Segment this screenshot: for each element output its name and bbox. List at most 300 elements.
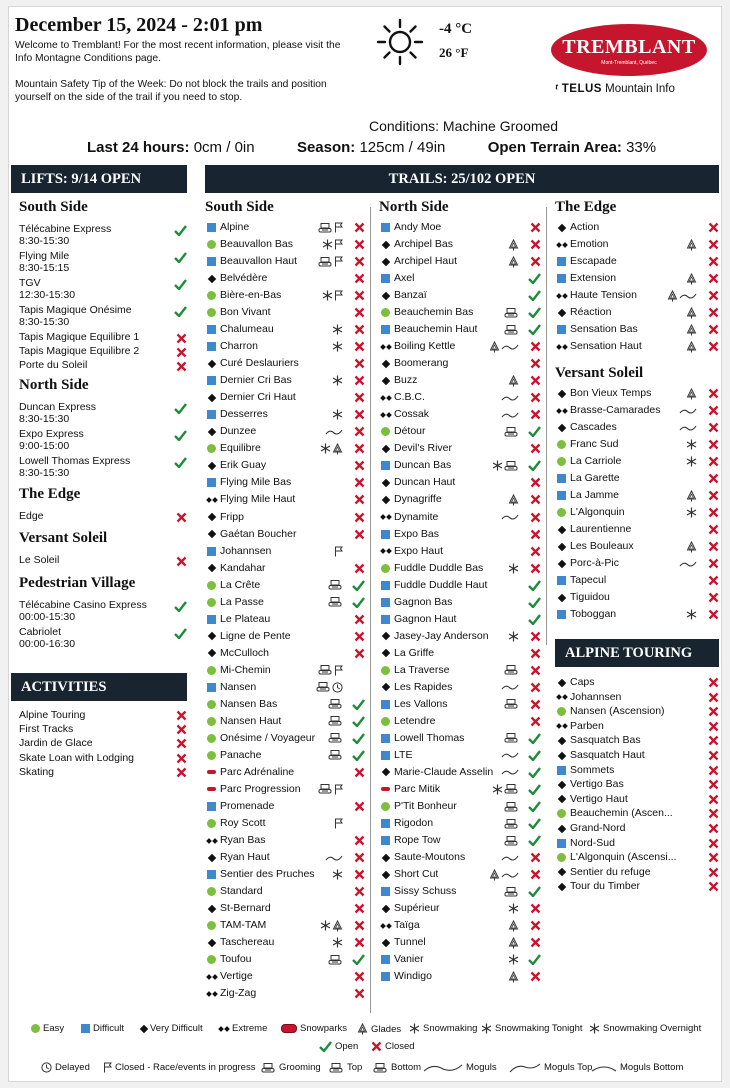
- trail-name: Zig-Zag: [220, 987, 257, 1000]
- legend-closed-race: [103, 1062, 255, 1073]
- trail-name: La Jamme: [570, 489, 620, 502]
- easy-icon: [205, 887, 218, 896]
- trail-row[interactable]: [379, 287, 541, 304]
- trail-row[interactable]: [205, 730, 365, 747]
- trail-row[interactable]: [379, 321, 541, 338]
- closed-x-icon: [699, 290, 719, 301]
- trail-name: Desserres: [220, 408, 268, 421]
- closed-x-icon: [345, 767, 365, 778]
- closed-x-icon: [345, 869, 365, 880]
- trail-row[interactable]: [555, 287, 719, 304]
- touring-name: Vertigo Haut: [570, 792, 628, 805]
- trail-row[interactable]: [205, 798, 365, 815]
- very-difficult-icon: [555, 796, 568, 802]
- lift-row[interactable]: [19, 345, 187, 359]
- very-difficult-icon: [379, 293, 392, 299]
- glades-icon: [508, 971, 519, 983]
- touring-row[interactable]: [555, 763, 719, 778]
- trail-row[interactable]: [379, 440, 541, 457]
- temperature-fahrenheit: 26 °F: [439, 45, 469, 60]
- closed-x-icon: [345, 903, 365, 914]
- trail-row[interactable]: [205, 917, 365, 934]
- touring-row[interactable]: [555, 704, 719, 719]
- closed-x-icon: [345, 239, 365, 250]
- trail-row[interactable]: [379, 270, 541, 287]
- trail-row[interactable]: [379, 491, 541, 508]
- trail-row[interactable]: [379, 747, 541, 764]
- trail-row[interactable]: [205, 934, 365, 951]
- section-north: North Side: [379, 199, 449, 215]
- trail-row[interactable]: [205, 611, 365, 628]
- tremblant-logo[interactable]: [551, 24, 707, 76]
- trail-row[interactable]: [205, 696, 365, 713]
- very-difficult-icon: [379, 855, 392, 861]
- trail-row[interactable]: [555, 453, 719, 470]
- trail-row[interactable]: [379, 662, 541, 679]
- trail-row[interactable]: [205, 594, 365, 611]
- trail-row[interactable]: [205, 423, 365, 440]
- trail-row[interactable]: [555, 236, 719, 253]
- logo-text: TREMBLANT: [562, 36, 696, 58]
- trail-row[interactable]: [379, 474, 541, 491]
- closed-x-icon: [345, 937, 365, 948]
- lift-name: Lowell Thomas Express: [19, 455, 131, 467]
- touring-name: Nord-Sud: [570, 836, 615, 849]
- snowmaking-icon: [686, 507, 697, 518]
- open-check-icon: [345, 699, 365, 710]
- trail-row[interactable]: [205, 900, 365, 917]
- closed-x-icon: [521, 648, 541, 659]
- trail-name: McCulloch: [220, 646, 270, 659]
- trail-name: Jasey-Jay Anderson: [394, 629, 489, 642]
- touring-row[interactable]: [555, 719, 719, 734]
- difficult-icon: [205, 802, 218, 811]
- trail-name: Expo Bas: [394, 527, 439, 540]
- trail-name: Les Rapides: [394, 680, 453, 693]
- activity-row[interactable]: [19, 709, 187, 723]
- trail-row[interactable]: [379, 832, 541, 849]
- touring-row[interactable]: [555, 792, 719, 807]
- trail-row[interactable]: [205, 526, 365, 543]
- trail-row[interactable]: [555, 321, 719, 338]
- trail-row[interactable]: [555, 253, 719, 270]
- snowmaking-overnight-icon: [589, 1023, 600, 1034]
- closed-x-icon: [345, 920, 365, 931]
- very-difficult-icon: [379, 446, 392, 452]
- trail-row[interactable]: [205, 321, 365, 338]
- trail-row[interactable]: [379, 577, 541, 594]
- touring-row[interactable]: [555, 675, 719, 690]
- trail-row[interactable]: [205, 270, 365, 287]
- trail-row[interactable]: [379, 917, 541, 934]
- very-difficult-icon: [379, 769, 392, 775]
- trail-row[interactable]: [379, 543, 541, 560]
- very-difficult-icon: [555, 225, 568, 231]
- closed-x-icon: [521, 392, 541, 403]
- trail-row[interactable]: [205, 645, 365, 662]
- telus-mountain-info: [555, 83, 675, 95]
- trail-row[interactable]: [379, 304, 541, 321]
- trail-row[interactable]: [379, 372, 541, 389]
- trail-row[interactable]: [379, 560, 541, 577]
- lift-row[interactable]: [19, 626, 187, 653]
- activity-row[interactable]: [19, 737, 187, 751]
- trail-name: TAM-TAM: [220, 919, 267, 932]
- moguls-icon: [501, 751, 519, 759]
- trail-row[interactable]: [205, 849, 365, 866]
- lift-name: Edge: [19, 510, 44, 522]
- trail-name: Laurentienne: [570, 523, 632, 536]
- touring-row[interactable]: [555, 821, 719, 836]
- closed-x-icon: [345, 563, 365, 574]
- open-check-icon: [174, 601, 187, 615]
- trail-name: Supérieur: [394, 902, 440, 915]
- lift-row[interactable]: [19, 510, 187, 524]
- closed-x-icon: [521, 852, 541, 863]
- trail-name: Haute Tension: [570, 289, 637, 302]
- trail-row[interactable]: [555, 419, 719, 436]
- grooming-icon: [318, 257, 333, 267]
- grooming-icon: [318, 665, 333, 675]
- touring-row[interactable]: [555, 777, 719, 792]
- open-check-icon: [345, 597, 365, 608]
- trail-row[interactable]: [555, 338, 719, 355]
- trail-row[interactable]: [205, 287, 365, 304]
- trail-row[interactable]: [379, 968, 541, 985]
- trail-row[interactable]: [205, 662, 365, 679]
- trail-row[interactable]: [379, 594, 541, 611]
- very-difficult-icon: [141, 1026, 147, 1032]
- very-difficult-icon: [555, 425, 568, 431]
- very-difficult-icon: [379, 480, 392, 486]
- trail-row[interactable]: [555, 589, 719, 606]
- trail-row[interactable]: [555, 555, 719, 572]
- trail-row[interactable]: [205, 457, 365, 474]
- trail-row[interactable]: [379, 798, 541, 815]
- touring-row[interactable]: [555, 850, 719, 865]
- trail-row[interactable]: [205, 577, 365, 594]
- legend-label: Bottom: [391, 1062, 422, 1073]
- trail-row[interactable]: [379, 423, 541, 440]
- telus-brand: TELUS: [561, 83, 602, 95]
- closed-x-icon: [699, 307, 719, 318]
- trail-row[interactable]: [379, 815, 541, 832]
- difficult-icon: [555, 274, 568, 283]
- very-difficult-icon: [205, 463, 218, 469]
- trail-row[interactable]: [379, 900, 541, 917]
- glades-icon: [332, 920, 343, 932]
- open-check-icon: [521, 460, 541, 471]
- touring-row[interactable]: [555, 690, 719, 705]
- trail-row[interactable]: [205, 560, 365, 577]
- trail-row[interactable]: [205, 338, 365, 355]
- touring-row[interactable]: [555, 836, 719, 851]
- lift-row[interactable]: [19, 599, 187, 626]
- trail-row[interactable]: [205, 509, 365, 526]
- trail-row[interactable]: [205, 968, 365, 985]
- trail-name: Beauchemin Bas: [394, 306, 474, 319]
- legend-label: Moguls: [466, 1062, 497, 1073]
- closed-x-icon: [699, 324, 719, 335]
- easy-icon: [205, 444, 218, 453]
- trail-row[interactable]: [555, 219, 719, 236]
- trail-name: Parc Progression: [220, 782, 301, 795]
- legend-label: Grooming: [279, 1062, 321, 1073]
- trail-row[interactable]: [555, 385, 719, 402]
- trail-name: Equilibre: [220, 442, 261, 455]
- snowmaking-icon: [322, 239, 333, 250]
- terrain-value: 33%: [626, 139, 657, 156]
- trail-row[interactable]: [205, 253, 365, 270]
- closed-x-icon: [699, 779, 719, 790]
- difficult-icon: [205, 342, 218, 351]
- trail-name: La Griffe: [394, 646, 435, 659]
- legend-label: Glades: [371, 1023, 402, 1035]
- trail-row[interactable]: [205, 543, 365, 560]
- closed-x-icon: [521, 869, 541, 880]
- trail-row[interactable]: [555, 270, 719, 287]
- trail-row[interactable]: [205, 781, 365, 798]
- trail-row[interactable]: [379, 526, 541, 543]
- lift-row[interactable]: [19, 304, 187, 331]
- trail-row[interactable]: [205, 406, 365, 423]
- trail-row[interactable]: [205, 372, 365, 389]
- touring-row[interactable]: [555, 879, 719, 894]
- trail-row[interactable]: [205, 389, 365, 406]
- extreme-icon: [555, 243, 568, 247]
- trail-row[interactable]: [379, 236, 541, 253]
- very-difficult-icon: [379, 940, 392, 946]
- trail-row[interactable]: [205, 219, 365, 236]
- trail-row[interactable]: [379, 849, 541, 866]
- trail-name: C.B.C.: [394, 391, 425, 404]
- closed-x-icon: [345, 426, 365, 437]
- closed-x-icon: [699, 575, 719, 586]
- lift-row[interactable]: [19, 359, 187, 373]
- trail-row[interactable]: [379, 866, 541, 883]
- trail-row[interactable]: [379, 696, 541, 713]
- grooming-icon: [316, 682, 331, 692]
- moguls-icon: [679, 424, 697, 432]
- trail-row[interactable]: [379, 781, 541, 798]
- trail-row[interactable]: [205, 440, 365, 457]
- activity-row[interactable]: [19, 723, 187, 737]
- touring-row[interactable]: [555, 733, 719, 748]
- trail-name: Fuddle Duddle Haut: [394, 578, 488, 591]
- trail-name: Toufou: [220, 953, 252, 966]
- lift-row[interactable]: [19, 455, 187, 482]
- trail-name: Dunzee: [220, 425, 257, 438]
- open-check-icon: [521, 307, 541, 318]
- telus-icon: ᵗ: [555, 83, 558, 95]
- welcome-text: Welcome to Tremblant! For the most recent information, please visit the Info Montagne Conditions page.: [15, 40, 341, 64]
- trail-row[interactable]: [379, 355, 541, 372]
- trail-row[interactable]: [379, 934, 541, 951]
- easy-icon: [555, 508, 568, 517]
- legend-grooming: [261, 1062, 321, 1073]
- trail-row[interactable]: [555, 572, 719, 589]
- grooming-icon: [504, 325, 519, 335]
- closed-x-icon: [345, 256, 365, 267]
- trail-name: Marie-Claude Asselin: [394, 765, 494, 778]
- last24-cm: 0cm: [193, 139, 223, 156]
- trail-row[interactable]: [205, 304, 365, 321]
- activity-row[interactable]: [19, 766, 187, 780]
- trail-row[interactable]: [379, 457, 541, 474]
- closed-x-icon: [521, 699, 541, 710]
- closed-x-icon: [699, 609, 719, 620]
- trail-row[interactable]: [205, 985, 365, 1002]
- very-difficult-icon: [205, 633, 218, 639]
- section-south: South Side: [205, 199, 274, 215]
- closed-x-icon: [345, 631, 365, 642]
- trail-row[interactable]: [379, 219, 541, 236]
- section-edge: The Edge: [555, 199, 617, 215]
- trail-row[interactable]: [379, 713, 541, 730]
- legend-label: Very Difficult: [150, 1023, 203, 1034]
- trail-row[interactable]: [205, 747, 365, 764]
- trail-row[interactable]: [205, 951, 365, 968]
- trail-row[interactable]: [379, 679, 541, 696]
- trail-row[interactable]: [205, 815, 365, 832]
- trail-name: Taschereau: [220, 936, 275, 949]
- trail-row[interactable]: [379, 730, 541, 747]
- lift-row[interactable]: [19, 277, 187, 304]
- trail-row[interactable]: [379, 253, 541, 270]
- trail-row[interactable]: [205, 832, 365, 849]
- easy-icon: [379, 717, 392, 726]
- easy-icon: [205, 955, 218, 964]
- open-check-icon: [174, 430, 187, 444]
- easy-icon: [379, 427, 392, 436]
- trail-name: Parc Mitik: [394, 782, 441, 795]
- trail-name: Curé Deslauriers: [220, 357, 299, 370]
- moguls-icon: [501, 768, 519, 776]
- moguls-icon: [679, 292, 697, 300]
- trail-row[interactable]: [555, 304, 719, 321]
- touring-row[interactable]: [555, 865, 719, 880]
- trail-row[interactable]: [555, 402, 719, 419]
- easy-icon: [205, 598, 218, 607]
- sun-icon: [375, 17, 425, 67]
- legend-snowmaking-tonight: [481, 1023, 583, 1034]
- difficult-icon: [205, 376, 218, 385]
- trail-row[interactable]: [555, 470, 719, 487]
- easy-icon: [205, 734, 218, 743]
- trail-row[interactable]: [379, 645, 541, 662]
- trail-row[interactable]: [379, 883, 541, 900]
- trail-row[interactable]: [555, 538, 719, 555]
- difficult-icon: [205, 615, 218, 624]
- lift-row[interactable]: [19, 401, 187, 428]
- trail-row[interactable]: [555, 521, 719, 538]
- closed-x-icon: [521, 665, 541, 676]
- trail-row[interactable]: [555, 487, 719, 504]
- trail-row[interactable]: [205, 236, 365, 253]
- touring-row[interactable]: [555, 806, 719, 821]
- lift-row[interactable]: [19, 554, 187, 568]
- lift-name: Cabriolet: [19, 626, 62, 638]
- moguls-icon: [501, 854, 519, 862]
- trail-row[interactable]: [205, 474, 365, 491]
- closed-x-icon: [699, 592, 719, 603]
- difficult-icon: [555, 610, 568, 619]
- glades-icon: [508, 256, 519, 268]
- closed-x-icon: [699, 256, 719, 267]
- lift-name: Expo Express: [19, 428, 84, 440]
- open-check-icon: [521, 767, 541, 778]
- trail-name: Kandahar: [220, 561, 266, 574]
- extreme-icon: [555, 294, 568, 298]
- activity-row[interactable]: [19, 752, 187, 766]
- lift-row[interactable]: [19, 331, 187, 345]
- activity-name: Jardin de Glace: [19, 737, 93, 750]
- trail-row[interactable]: [205, 628, 365, 645]
- snowmaking-icon: [686, 609, 697, 620]
- closed-x-icon: [699, 692, 719, 703]
- very-difficult-icon: [205, 940, 218, 946]
- trail-row[interactable]: [205, 866, 365, 883]
- moguls-icon: [501, 871, 519, 879]
- very-difficult-icon: [379, 259, 392, 265]
- trail-row[interactable]: [379, 406, 541, 423]
- closed-x-icon: [521, 494, 541, 505]
- trail-row[interactable]: [205, 764, 365, 781]
- trail-row[interactable]: [379, 389, 541, 406]
- grooming-icon: [504, 665, 519, 675]
- trail-name: St-Bernard: [220, 902, 271, 915]
- lift-row[interactable]: [19, 250, 187, 277]
- difficult-icon: [555, 576, 568, 585]
- lift-row[interactable]: [19, 428, 187, 455]
- trail-row[interactable]: [205, 883, 365, 900]
- trail-row[interactable]: [555, 606, 719, 623]
- easy-icon: [379, 666, 392, 675]
- trail-name: Action: [570, 221, 600, 233]
- lift-row[interactable]: [19, 223, 187, 250]
- trail-row[interactable]: [379, 338, 541, 355]
- trail-row[interactable]: [205, 713, 365, 730]
- trail-row[interactable]: [205, 679, 365, 696]
- trail-row[interactable]: [379, 509, 541, 526]
- trail-row[interactable]: [205, 491, 365, 508]
- closed-x-icon: [699, 422, 719, 433]
- touring-row[interactable]: [555, 748, 719, 763]
- closed-x-icon: [521, 631, 541, 642]
- easy-icon: [205, 819, 218, 828]
- last24-label: Last 24 hours:: [87, 139, 190, 156]
- easy-icon: [205, 751, 218, 760]
- trail-row[interactable]: [379, 628, 541, 645]
- trail-name: Réaction: [570, 306, 612, 319]
- trail-row[interactable]: [379, 764, 541, 781]
- trail-row[interactable]: [379, 611, 541, 628]
- closed-x-icon: [699, 490, 719, 501]
- difficult-icon: [379, 461, 392, 470]
- trail-name: Beauvallon Bas: [220, 238, 293, 251]
- difficult-icon: [379, 530, 392, 539]
- easy-icon: [205, 291, 218, 300]
- trail-name: Bon Vivant: [220, 306, 271, 319]
- trail-row[interactable]: [555, 504, 719, 521]
- lift-name: Tapis Magique Equilibre 2: [19, 345, 140, 357]
- trail-row[interactable]: [555, 436, 719, 453]
- trail-row[interactable]: [205, 355, 365, 372]
- legend-label: Easy: [43, 1023, 65, 1034]
- easy-icon: [379, 802, 392, 811]
- legend-label: Delayed: [55, 1062, 90, 1073]
- trail-row[interactable]: [379, 951, 541, 968]
